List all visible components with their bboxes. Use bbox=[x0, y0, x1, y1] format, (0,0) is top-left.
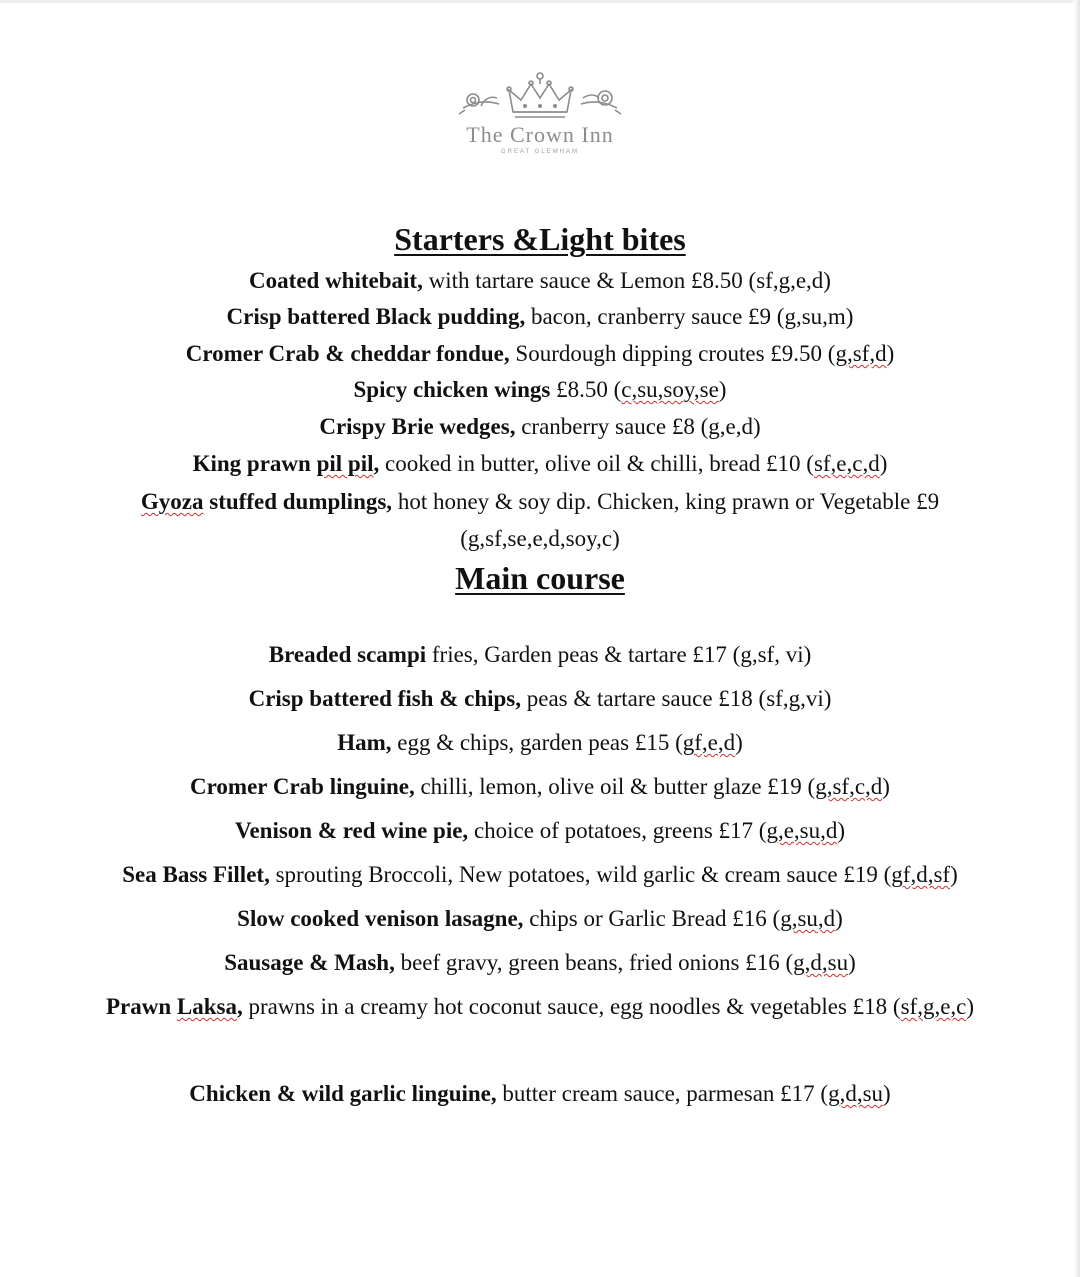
item-name-end: , bbox=[373, 451, 380, 476]
item-description: chips or Garlic Bread £16 ( bbox=[523, 906, 781, 931]
item-name: Crispy Brie wedges, bbox=[319, 414, 516, 439]
item-name-end: , bbox=[236, 994, 243, 1019]
item-description: sprouting Broccoli, New potatoes, wild garlic & cream sauce £19 ( bbox=[269, 862, 892, 887]
item-allergens: g,d,su bbox=[793, 950, 849, 975]
item-allergens: g,sf,d bbox=[835, 341, 887, 366]
item-description: fries, Garden peas & tartare £17 (g,sf, vi) bbox=[426, 642, 812, 667]
item-name: Ham, bbox=[337, 730, 392, 755]
logo bbox=[0, 70, 1080, 156]
item-close: ) bbox=[718, 377, 727, 402]
menu-item bbox=[60, 684, 1020, 714]
item-allergens: g,sf,c,d bbox=[815, 774, 883, 799]
page-top-edge bbox=[0, 0, 1080, 3]
item-name: Crisp battered fish & chips, bbox=[248, 686, 521, 711]
item-description: hot honey & soy dip. Chicken, king prawn or Vegetable £9 (g,sf,se,e,d,soy,c) bbox=[392, 489, 940, 551]
item-name-flagged: pil pil bbox=[316, 451, 374, 476]
item-description: egg & chips, garden peas £15 ( bbox=[391, 730, 683, 755]
item-description: with tartare sauce & Lemon £8.50 (sf,g,e,d) bbox=[422, 268, 831, 293]
item-name: Sausage & Mash, bbox=[224, 950, 395, 975]
mains-title: Main course bbox=[455, 560, 625, 596]
menu-item bbox=[60, 772, 1020, 802]
menu-item bbox=[60, 375, 1020, 405]
item-close: ) bbox=[882, 774, 890, 799]
menu-item bbox=[60, 640, 1020, 670]
item-name: Breaded scampi bbox=[268, 642, 427, 667]
item-description: peas & tartare sauce £18 (sf,g,vi) bbox=[521, 686, 832, 711]
menu-item bbox=[95, 985, 985, 1029]
menu-item bbox=[60, 904, 1020, 934]
item-name: Slow cooked venison lasagne, bbox=[237, 906, 524, 931]
item-description: choice of potatoes, greens £17 ( bbox=[468, 818, 767, 843]
menu-item bbox=[60, 1079, 1020, 1109]
item-name: Spicy chicken wings bbox=[353, 377, 551, 402]
crown-with-roses-icon bbox=[455, 70, 625, 122]
menu-item bbox=[60, 948, 1020, 978]
item-close: ) bbox=[886, 341, 895, 366]
item-close: ) bbox=[950, 862, 958, 887]
menu-item bbox=[85, 483, 995, 557]
item-close: ) bbox=[848, 950, 856, 975]
item-name: Chicken & wild garlic linguine, bbox=[189, 1081, 497, 1106]
item-allergens: g,d,su bbox=[828, 1081, 884, 1106]
item-close: ) bbox=[879, 451, 888, 476]
item-allergens: sf,g,e,c bbox=[900, 994, 967, 1019]
item-name: Crisp battered Black pudding, bbox=[226, 304, 526, 329]
item-name-flagged: Laksa bbox=[176, 994, 237, 1019]
page-right-edge bbox=[1074, 0, 1080, 1277]
menu-item bbox=[60, 412, 1020, 442]
item-description: cranberry sauce £8 (g,e,d) bbox=[515, 414, 761, 439]
item-name-flagged: Gyoza bbox=[140, 489, 204, 514]
item-allergens: g,su,d bbox=[780, 906, 836, 931]
item-description: bacon, cranberry sauce £9 (g,su,m) bbox=[525, 304, 854, 329]
item-name: Prawn bbox=[105, 994, 177, 1019]
item-description: butter cream sauce, parmesan £17 ( bbox=[496, 1081, 829, 1106]
item-allergens: g,e,su,d bbox=[766, 818, 838, 843]
menu-item bbox=[30, 860, 1050, 890]
menu-item bbox=[60, 816, 1020, 846]
item-allergens: gf,d,sf bbox=[891, 862, 951, 887]
item-name: Cromer Crab & cheddar fondue, bbox=[185, 341, 510, 366]
item-close: ) bbox=[883, 1081, 891, 1106]
menu-item bbox=[60, 339, 1020, 369]
item-close: ) bbox=[837, 818, 846, 843]
item-close: ) bbox=[735, 730, 743, 755]
logo-location: GREAT GLEMHAM bbox=[500, 149, 580, 155]
item-description: chilli, lemon, olive oil & butter glaze £19 ( bbox=[414, 774, 816, 799]
item-close: ) bbox=[835, 906, 843, 931]
starters-title: Starters &Light bites bbox=[394, 221, 686, 257]
item-close: ) bbox=[966, 994, 975, 1019]
item-allergens: c,su,soy,se bbox=[621, 377, 719, 402]
item-allergens: gf,e,d bbox=[682, 730, 736, 755]
item-description: £8.50 ( bbox=[550, 377, 622, 402]
menu-item bbox=[60, 728, 1020, 758]
item-description: prawns in a creamy hot coconut sauce, egg noodles & vegetables £18 ( bbox=[242, 994, 901, 1019]
item-description: cooked in butter, olive oil & chilli, bread £10 ( bbox=[379, 451, 814, 476]
item-name: Coated whitebait, bbox=[249, 268, 423, 293]
item-name: stuffed dumplings, bbox=[203, 489, 393, 514]
item-description: beef gravy, green beans, fried onions £16 ( bbox=[394, 950, 794, 975]
item-name: King prawn bbox=[192, 451, 317, 476]
item-name: Cromer Crab linguine, bbox=[190, 774, 415, 799]
menu-item bbox=[60, 266, 1020, 296]
menu-item bbox=[60, 449, 1020, 479]
logo-name: The Crown Inn bbox=[466, 122, 614, 147]
item-name: Venison & red wine pie, bbox=[234, 818, 469, 843]
item-name: Sea Bass Fillet, bbox=[122, 862, 270, 887]
item-allergens: sf,e,c,d bbox=[813, 451, 880, 476]
item-description: Sourdough dipping croutes £9.50 ( bbox=[509, 341, 836, 366]
menu-item bbox=[60, 302, 1020, 332]
